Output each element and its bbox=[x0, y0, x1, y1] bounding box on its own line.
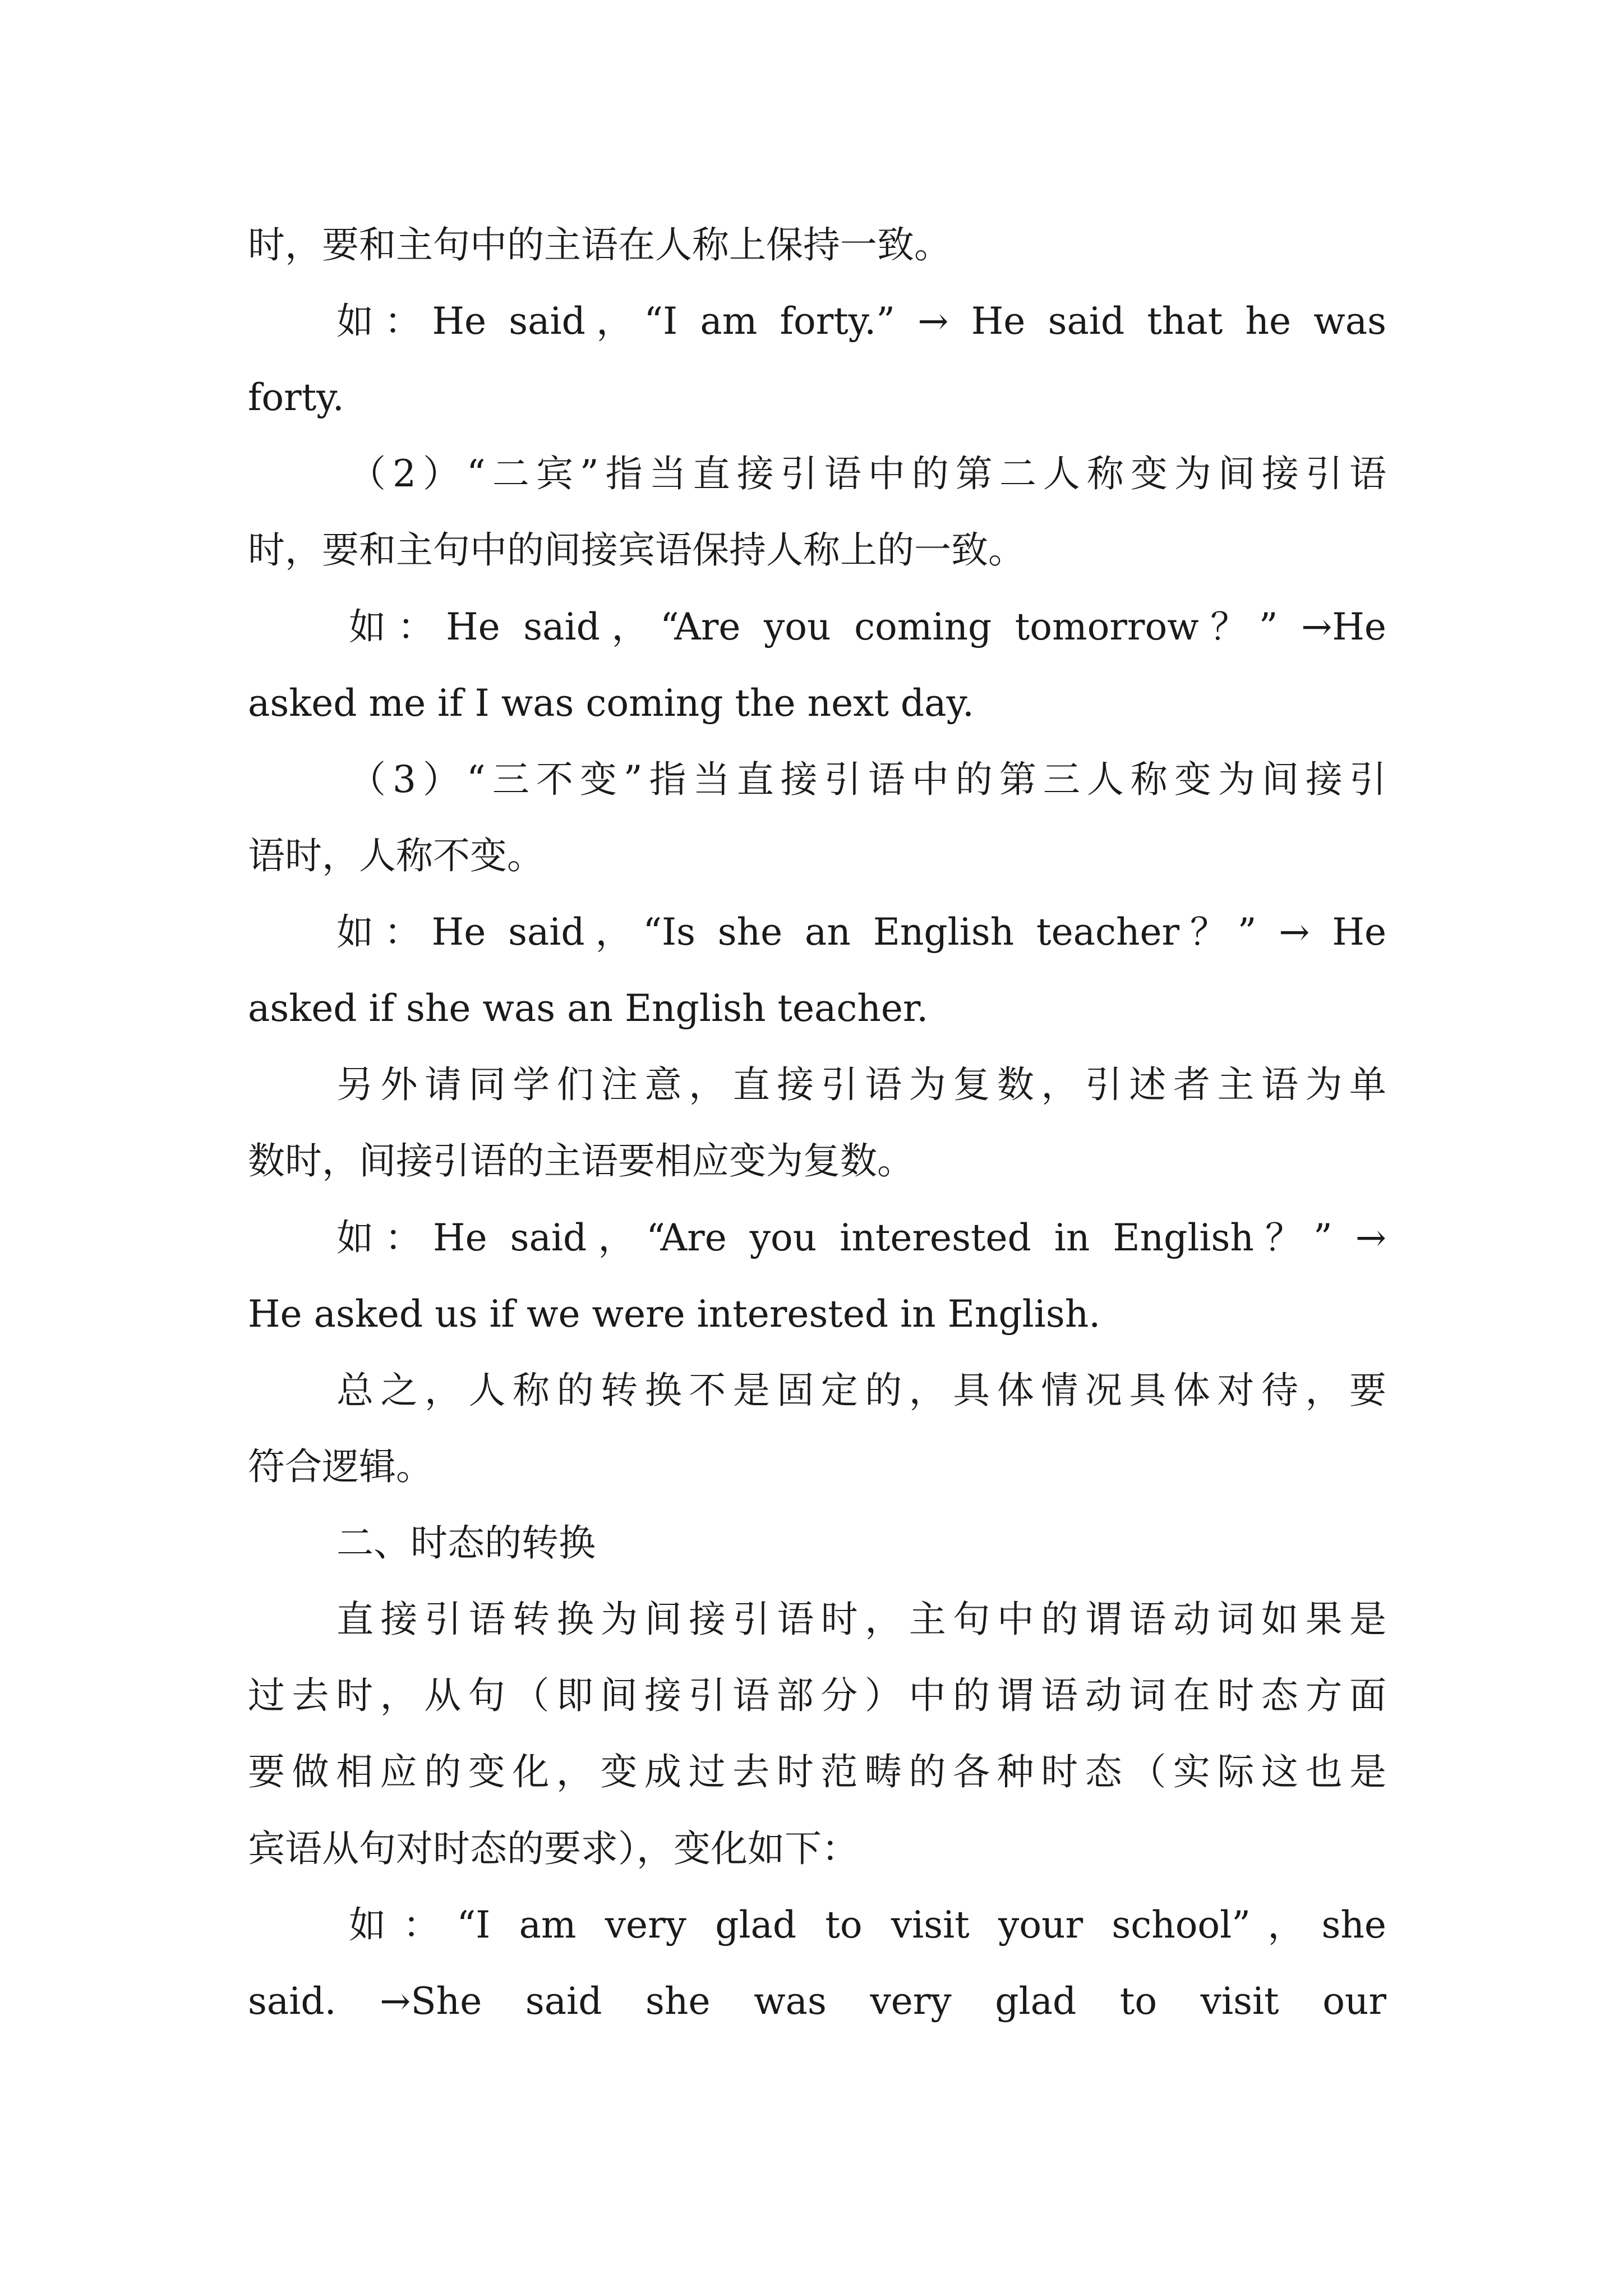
section-heading: 二、时态的转换 bbox=[336, 1521, 596, 1565]
text-line: 总之，人称的转换不是固定的，具体情况具体对待，要 bbox=[336, 1369, 1386, 1412]
text-line: 符合逻辑。 bbox=[248, 1445, 433, 1488]
text-line: 如：He said，“Are you coming tomorrow？” →He bbox=[349, 605, 1386, 648]
text-line: 语时，人称不变。 bbox=[248, 834, 544, 877]
text-line: （2）“二宾”指当直接引语中的第二人称变为间接引语 bbox=[349, 452, 1386, 495]
text-line: 过去时，从句（即间接引语部分）中的谓语动词在时态方面 bbox=[248, 1674, 1386, 1717]
text-line: 另外请同学们注意，直接引语为复数，引述者主语为单 bbox=[336, 1063, 1386, 1106]
text-line: He asked us if we were interested in English. bbox=[248, 1292, 1101, 1336]
text-line: 时，要和主句中的间接宾语保持人称上的一致。 bbox=[248, 528, 1025, 572]
text-line: 如：“I am very glad to visit your school”，she bbox=[349, 1903, 1386, 1947]
text-line: forty. bbox=[248, 376, 344, 419]
text-line: 如：He said，“I am forty.” → He said that he was bbox=[336, 300, 1386, 343]
text-line: said. →She said she was very glad to visit our bbox=[248, 1980, 1386, 2023]
text-line: 如：He said，“Is she an English teacher？” → He bbox=[336, 910, 1386, 954]
text-line: 直接引语转换为间接引语时，主句中的谓语动词如果是 bbox=[336, 1598, 1386, 1641]
text-line: 要做相应的变化，变成过去时范畴的各种时态（实际这也是 bbox=[248, 1750, 1386, 1793]
text-line: 如：He said，“Are you interested in English？” → bbox=[336, 1216, 1386, 1259]
text-line: 数时，间接引语的主语要相应变为复数。 bbox=[248, 1139, 914, 1182]
text-line: 时，要和主句中的主语在人称上保持一致。 bbox=[248, 223, 951, 266]
text-line: asked if she was an English teacher. bbox=[248, 987, 929, 1030]
text-line: 宾语从句对时态的要求），变化如下： bbox=[248, 1827, 859, 1870]
text-line: （3）“三不变”指当直接引语中的第三人称变为间接引 bbox=[349, 758, 1386, 801]
text-line: asked me if I was coming the next day. bbox=[248, 682, 974, 725]
